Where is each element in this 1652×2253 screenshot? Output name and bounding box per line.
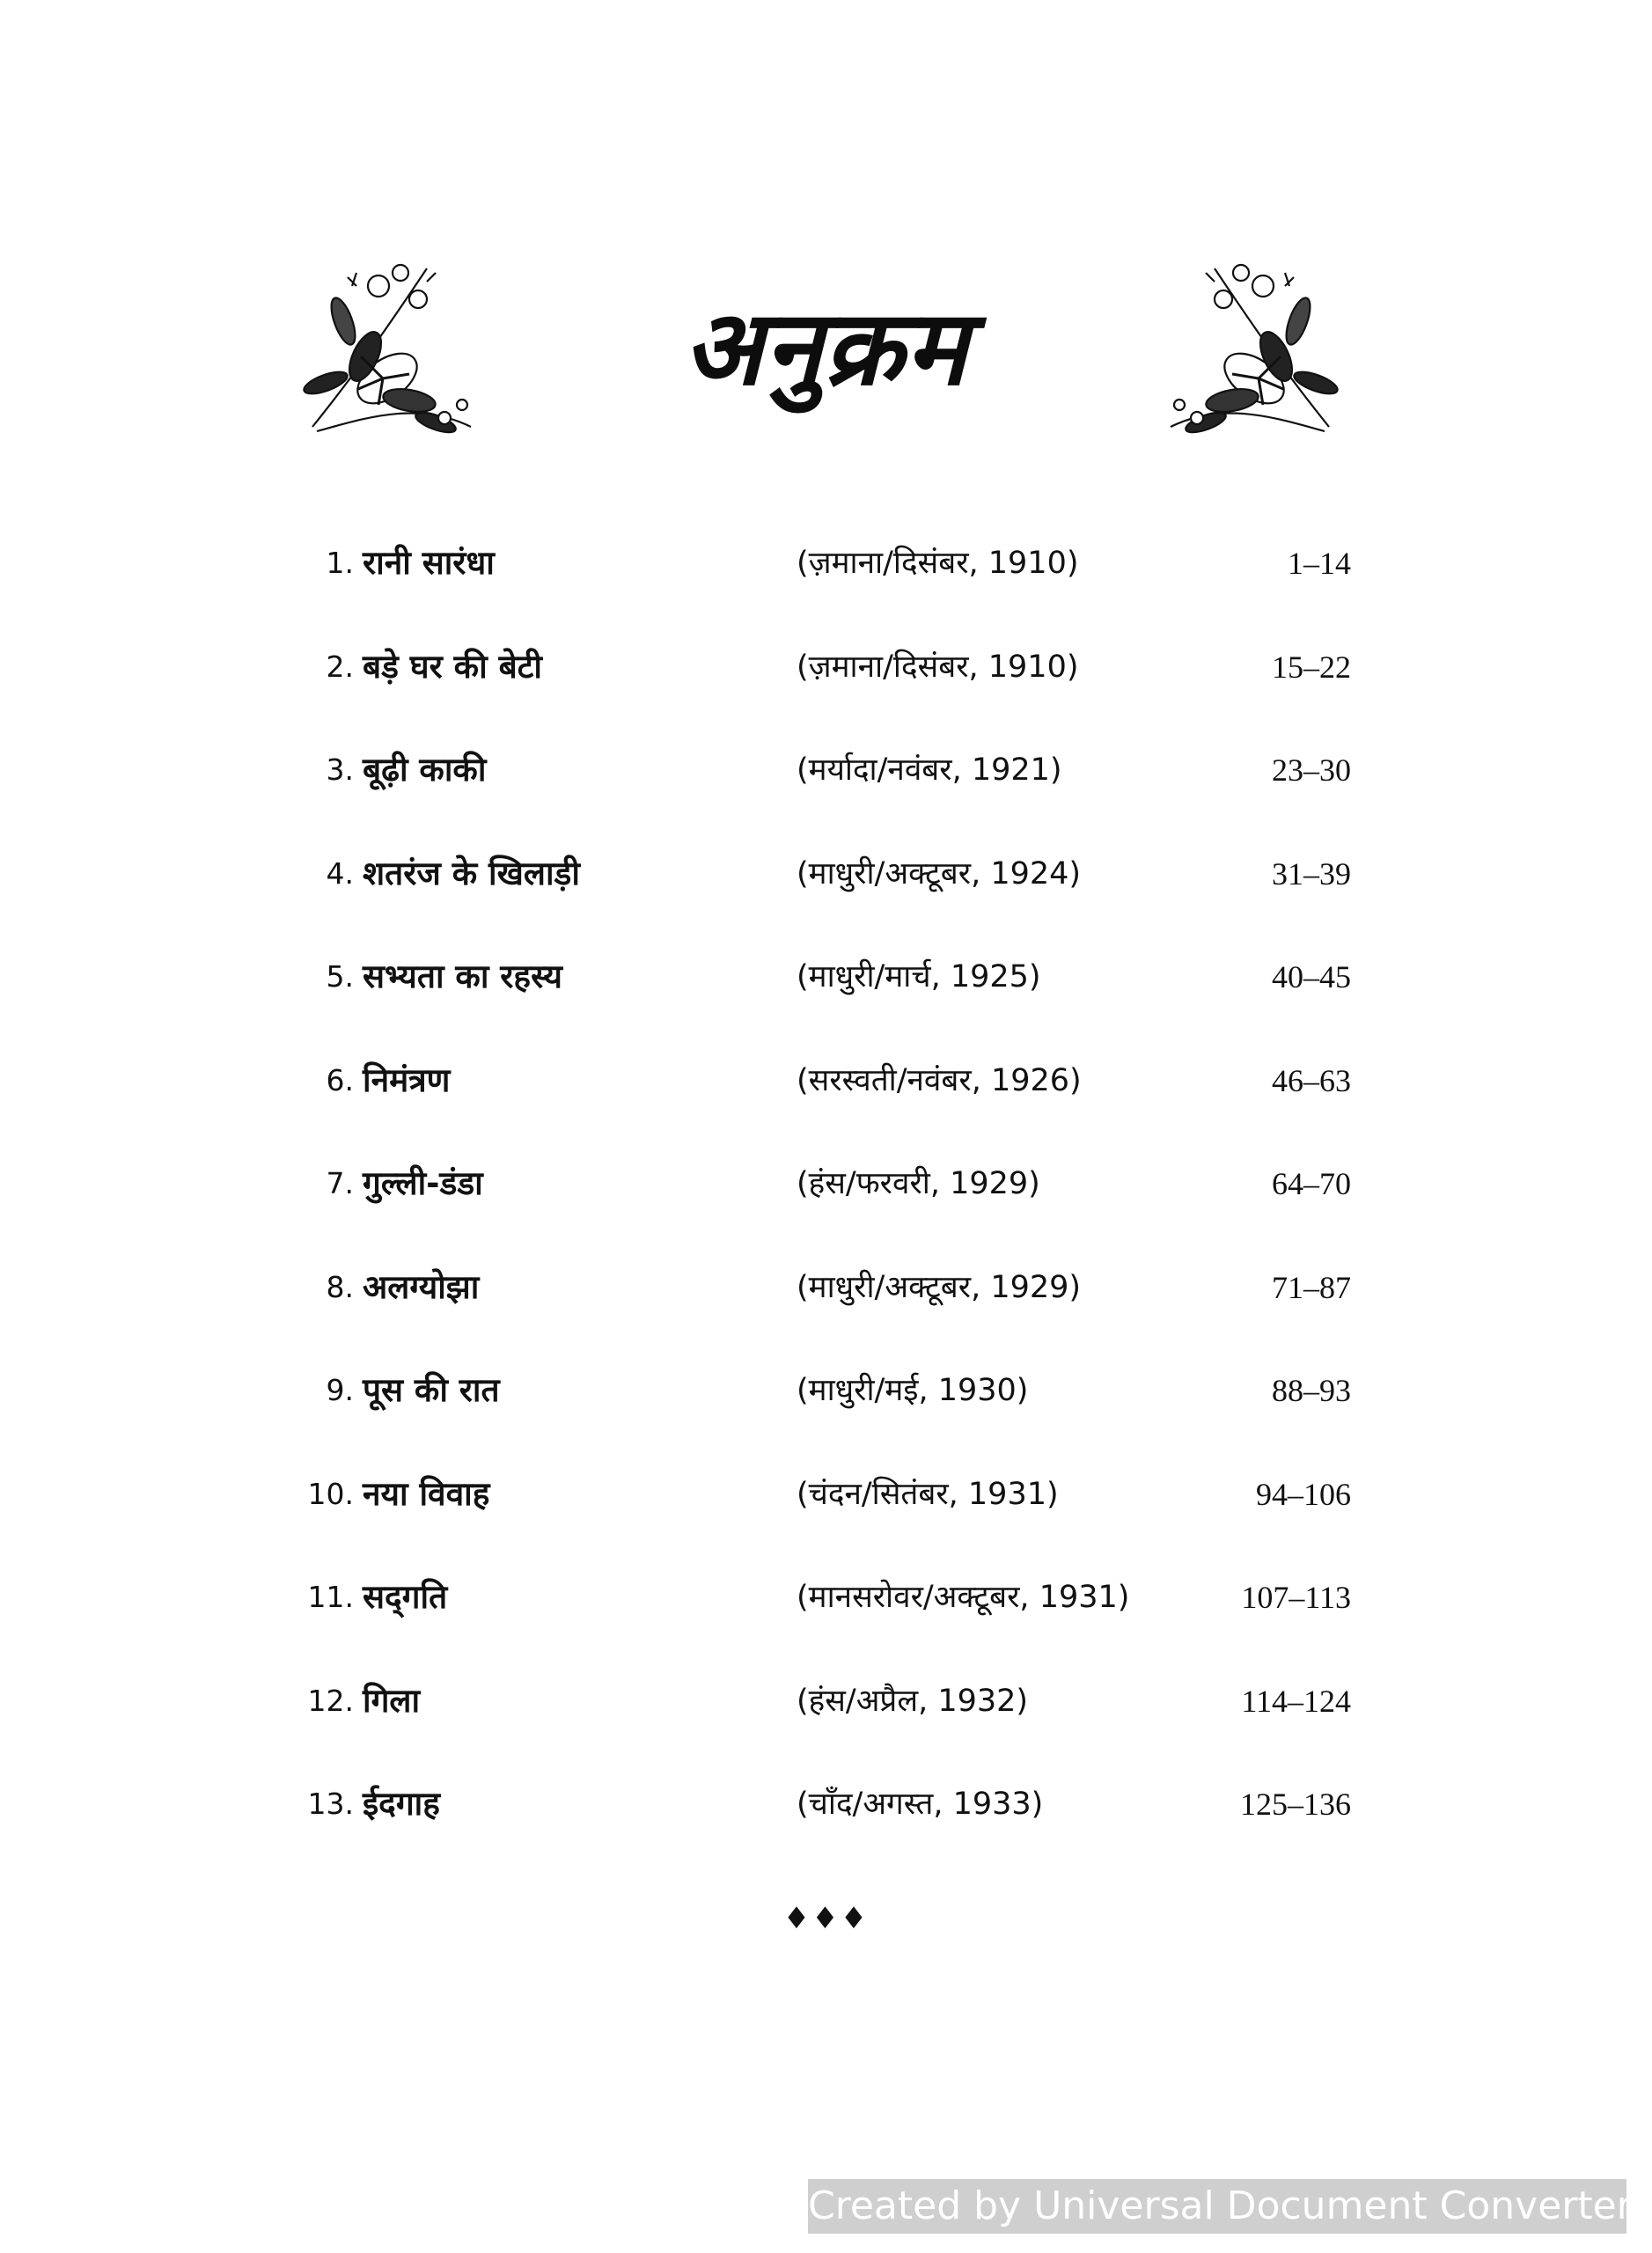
toc-entry-title: गिला xyxy=(363,1681,421,1720)
toc-entry-number: 11. xyxy=(307,1580,354,1614)
toc-entry-title: रानी सारंधा xyxy=(363,544,495,582)
toc-entry-title: सद्‌गति xyxy=(363,1578,448,1616)
toc-entry[interactable] xyxy=(299,1675,1351,1779)
toc-entry-pages: 64–70 xyxy=(1272,1166,1351,1201)
toc-entry-source: (मर्यादा/नवंबर, 1921) xyxy=(797,752,1062,788)
toc-entry-pages: 15–22 xyxy=(1272,649,1351,685)
toc-entry-number: 13. xyxy=(307,1787,354,1821)
toc-entry-number: 10. xyxy=(307,1476,354,1511)
toc-entry-number: 12. xyxy=(307,1683,354,1718)
toc-entry-number: 9. xyxy=(326,1373,354,1407)
toc-entry-source: (ज़माना/दिसंबर, 1910) xyxy=(797,546,1079,581)
toc-entry[interactable] xyxy=(299,1261,1351,1365)
toc-entry-source: (चाँद/अगस्त, 1933) xyxy=(797,1787,1044,1822)
toc-entry[interactable] xyxy=(299,641,1351,745)
toc-entry-number: 3. xyxy=(326,752,354,787)
toc-entry-source: (चंदन/सितंबर, 1931) xyxy=(797,1476,1059,1512)
toc-entry[interactable] xyxy=(299,1468,1351,1572)
toc-entry-number: 5. xyxy=(326,959,354,994)
converter-watermark: Created by Universal Document Converter xyxy=(808,2179,1626,2234)
toc-entry-source: (माधुरी/मार्च, 1925) xyxy=(797,959,1041,994)
toc-entry[interactable] xyxy=(299,848,1351,951)
toc-entry-source: (सरस्वती/नवंबर, 1926) xyxy=(797,1062,1082,1098)
toc-entry[interactable] xyxy=(299,1778,1351,1882)
floral-ornament-right-icon xyxy=(1162,251,1347,444)
toc-entry-source: (मानसरोवर/अक्टूबर, 1931) xyxy=(797,1580,1130,1615)
end-ornament: ♦♦♦ xyxy=(782,1901,870,1936)
toc-entry-source: (ज़माना/दिसंबर, 1910) xyxy=(797,649,1079,685)
table-of-contents xyxy=(299,537,1351,1882)
toc-entry-pages: 94–106 xyxy=(1256,1476,1351,1512)
toc-entry-title: सभ्यता का रहस्य xyxy=(363,958,562,995)
toc-entry-title: गुल्ली-डंडा xyxy=(363,1164,483,1202)
toc-entry-source: (हंस/फरवरी, 1929) xyxy=(797,1166,1040,1201)
toc-entry[interactable] xyxy=(299,537,1351,641)
toc-entry-pages: 31–39 xyxy=(1272,855,1351,892)
toc-entry-source: (हंस/अप्रैल, 1932) xyxy=(797,1683,1029,1719)
toc-entry-number: 6. xyxy=(326,1062,354,1097)
toc-entry[interactable] xyxy=(299,1571,1351,1675)
toc-entry[interactable] xyxy=(299,1054,1351,1158)
toc-entry-source: (माधुरी/अक्टूबर, 1929) xyxy=(797,1269,1082,1305)
toc-entry-pages: 46–63 xyxy=(1272,1062,1351,1098)
toc-entry-title: बूढ़ी काकी xyxy=(363,751,487,789)
toc-entry-pages: 107–113 xyxy=(1241,1580,1351,1615)
toc-entry-pages: 88–93 xyxy=(1272,1373,1351,1408)
toc-entry-number: 8. xyxy=(326,1269,354,1304)
toc-entry-title: बड़े घर की बेटी xyxy=(363,647,542,686)
toc-entry-pages: 40–45 xyxy=(1272,959,1351,994)
toc-entry[interactable] xyxy=(299,1157,1351,1261)
toc-entry-title: अलग्योझा xyxy=(363,1267,480,1306)
toc-entry[interactable] xyxy=(299,744,1351,848)
page-title: अनुक्रम xyxy=(683,286,969,408)
toc-entry-pages: 1–14 xyxy=(1288,546,1351,581)
toc-entry-title: ईदगाह xyxy=(363,1785,440,1823)
toc-entry-pages: 71–87 xyxy=(1272,1269,1351,1305)
toc-entry[interactable] xyxy=(299,1364,1351,1468)
toc-entry-pages: 125–136 xyxy=(1240,1787,1351,1822)
toc-entry-title: पूस की रात xyxy=(363,1371,500,1409)
toc-entry-pages: 23–30 xyxy=(1272,752,1351,788)
toc-entry-title: शतरंज के खिलाड़ी xyxy=(363,854,580,892)
toc-entry-number: 2. xyxy=(326,649,354,684)
toc-entry-pages: 114–124 xyxy=(1241,1683,1351,1719)
toc-entry[interactable] xyxy=(299,950,1351,1054)
toc-entry-number: 7. xyxy=(326,1166,354,1200)
toc-entry-source: (माधुरी/अक्टूबर, 1924) xyxy=(797,855,1082,892)
toc-entry-source: (माधुरी/मई, 1930) xyxy=(797,1373,1029,1408)
toc-entry-title: नया विवाह xyxy=(363,1474,490,1513)
toc-entry-title: निमंत्रण xyxy=(363,1060,451,1099)
toc-entry-number: 1. xyxy=(326,546,354,580)
toc-entry-number: 4. xyxy=(326,855,354,891)
